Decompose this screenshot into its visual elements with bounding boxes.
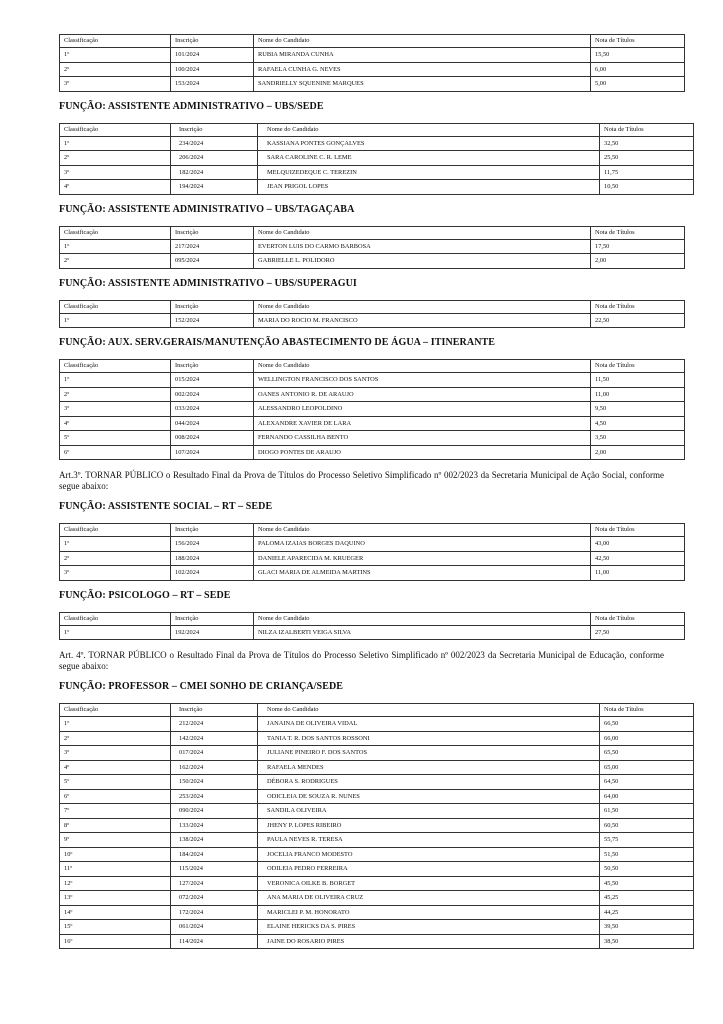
column-header: Nome do Candidato [258,704,600,717]
classification-cell: 2º [60,151,171,166]
column-header: Nota de Títulos [591,612,685,625]
results-table [59,612,685,641]
score-cell: 11,75 [600,165,694,180]
section-heading: FUNÇÃO: PSICOLOGO – RT – SEDE [59,589,231,601]
score-cell: 64,50 [600,775,694,790]
column-header: Inscrição [171,35,254,48]
candidate-name-cell: DIOGO PONTES DE ARAUJO [254,445,591,460]
score-cell: 15,50 [591,48,685,63]
table-row [60,313,685,328]
classification-cell: 14º [60,905,171,920]
candidate-name-cell: RUBIA MIRANDA CUNHA [254,48,591,63]
table-row [60,934,694,949]
column-header: Nome do Candidato [254,612,591,625]
classification-cell: 10º [60,847,171,862]
registration-cell: 212/2024 [171,717,258,732]
score-cell: 65,00 [600,760,694,775]
score-cell: 38,50 [600,934,694,949]
classification-cell: 5º [60,775,171,790]
registration-cell: 184/2024 [171,847,258,862]
registration-cell: 101/2024 [171,48,254,63]
table-row [60,717,694,732]
table-row [60,77,685,92]
registration-cell: 150/2024 [171,775,258,790]
score-cell: 27,50 [591,625,685,640]
table-row [60,387,685,402]
registration-cell: 100/2024 [171,62,254,77]
table-row [60,239,685,254]
classification-cell: 12º [60,876,171,891]
candidate-name-cell: FERNANDO CASSILHA BENTO [254,431,591,446]
classification-cell: 1º [60,625,171,640]
score-cell: 6,00 [591,62,685,77]
table-row [60,62,685,77]
candidate-name-cell: PAULA NEVES R. TERESA [258,833,600,848]
classification-cell: 4º [60,416,171,431]
score-cell: 44,25 [600,905,694,920]
candidate-name-cell: SARA CAROLINE C. R. LEME [258,151,600,166]
column-header: Inscrição [171,704,258,717]
score-cell: 4,50 [591,416,685,431]
score-cell: 45,25 [600,891,694,906]
classification-cell: 7º [60,804,171,819]
registration-cell: 153/2024 [171,77,254,92]
column-header: Nota de Títulos [591,300,685,313]
classification-cell: 6º [60,789,171,804]
section-heading: FUNÇÃO: ASSISTENTE ADMINISTRATIVO – UBS/SEDE [59,100,324,112]
section-heading: FUNÇÃO: ASSISTENTE SOCIAL – RT – SEDE [59,501,273,512]
results-table [59,359,685,460]
score-cell: 55,75 [600,833,694,848]
registration-cell: 234/2024 [171,136,258,151]
table-header-row [60,35,685,48]
table-row [60,566,685,581]
registration-cell: 172/2024 [171,905,258,920]
article-paragraph: Art. 4º. TORNAR PÚBLICO o Resultado Final da Prova de Títulos do Processo Seletivo Simplificado nº 002/2023 da Secretaria Municipal de Educação, conforme segue abaixo: [59,650,664,671]
classification-cell: 3º [60,746,171,761]
registration-cell: 002/2024 [171,387,254,402]
section-heading: FUNÇÃO: AUX. SERV.GERAIS/MANUTENÇÃO ABASTECIMENTO DE ÁGUA – ITINERANTE [59,337,496,348]
score-cell: 61,50 [600,804,694,819]
table-row [60,847,694,862]
table-row [60,416,685,431]
table-row [60,804,694,819]
table-header-row [60,524,685,537]
classification-cell: 9º [60,833,171,848]
results-table [59,34,685,92]
candidate-name-cell: JANAINA DE OLIVEIRA VIDAL [258,717,600,732]
table-row [60,833,694,848]
classification-cell: 3º [60,402,171,417]
registration-cell: 044/2024 [171,416,254,431]
table-header-row [60,612,685,625]
classification-cell: 13º [60,891,171,906]
registration-cell: 188/2024 [171,551,254,566]
candidate-name-cell: GLACI MARIA DE ALMEIDA MARTINS [254,566,591,581]
candidate-name-cell: SANDILA OLIVEIRA [258,804,600,819]
classification-cell: 2º [60,62,171,77]
column-header: Inscrição [171,612,254,625]
column-header: Inscrição [171,123,258,136]
score-cell: 5,00 [591,77,685,92]
registration-cell: 017/2024 [171,746,258,761]
score-cell: 3,50 [591,431,685,446]
table-header-row [60,123,694,136]
column-header: Nome do Candidato [254,300,591,313]
registration-cell: 152/2024 [171,313,254,328]
candidate-name-cell: JOCELIA FRANCO MODESTO [258,847,600,862]
column-header: Nome do Candidato [254,35,591,48]
table-row [60,48,685,63]
column-header: Inscrição [171,360,254,373]
candidate-name-cell: MARIA DO ROCIO M. FRANCISCO [254,313,591,328]
score-cell: 25,50 [600,151,694,166]
column-header: Classificação [60,612,171,625]
classification-cell: 2º [60,254,171,269]
registration-cell: 095/2024 [171,254,254,269]
registration-cell: 156/2024 [171,537,254,552]
classification-cell: 1º [60,717,171,732]
score-cell: 39,50 [600,920,694,935]
table-row [60,625,685,640]
table-row [60,905,694,920]
classification-cell: 1º [60,313,171,328]
score-cell: 11,00 [591,387,685,402]
column-header: Nota de Títulos [591,524,685,537]
classification-cell: 2º [60,551,171,566]
candidate-name-cell: JAINE DO ROSARIO PIRES [258,934,600,949]
table-row [60,445,685,460]
registration-cell: 061/2024 [171,920,258,935]
candidate-name-cell: NILZA IZALBERTI VEIGA SILVA [254,625,591,640]
classification-cell: 11º [60,862,171,877]
registration-cell: 194/2024 [171,180,258,195]
table-row [60,431,685,446]
column-header: Classificação [60,300,171,313]
candidate-name-cell: GABRIELLE L. POLIDORO [254,254,591,269]
candidate-name-cell: RAFAELA MENDES [258,760,600,775]
table-row [60,373,685,388]
column-header: Nota de Títulos [591,226,685,239]
score-cell: 11,00 [591,566,685,581]
candidate-name-cell: JEAN PRIGOL LOPES [258,180,600,195]
classification-cell: 1º [60,537,171,552]
registration-cell: 192/2024 [171,625,254,640]
registration-cell: 138/2024 [171,833,258,848]
registration-cell: 015/2024 [171,373,254,388]
article-paragraph: Art.3º. TORNAR PÚBLICO o Resultado Final da Prova de Títulos do Processo Seletivo Simplificado nº 002/2023 da Secretaria Municipal de Ação Social, conforme segue abaixo: [59,470,664,491]
candidate-name-cell: PALOMA IZAIAS BORGES DAQUINO [254,537,591,552]
table-row [60,180,694,195]
column-header: Nota de Títulos [591,360,685,373]
table-header-row [60,704,694,717]
results-table [59,226,685,269]
column-header: Nota de Títulos [600,123,694,136]
table-row [60,920,694,935]
registration-cell: 114/2024 [171,934,258,949]
table-row [60,876,694,891]
score-cell: 43,00 [591,537,685,552]
candidate-name-cell: ODILEIA PEDRO FERREIRA [258,862,600,877]
classification-cell: 3º [60,77,171,92]
score-cell: 50,50 [600,862,694,877]
results-table [59,300,685,329]
classification-cell: 3º [60,165,171,180]
table-row [60,537,685,552]
candidate-name-cell: OANES ANTONIO R. DE ARAUJO [254,387,591,402]
candidate-name-cell: KASSIANA PONTES GONÇALVES [258,136,600,151]
score-cell: 42,50 [591,551,685,566]
section-heading: FUNÇÃO: ASSISTENTE ADMINISTRATIVO – UBS/TAGAÇABA [59,203,355,215]
registration-cell: 253/2024 [171,789,258,804]
column-header: Classificação [60,704,171,717]
registration-cell: 115/2024 [171,862,258,877]
classification-cell: 1º [60,239,171,254]
candidate-name-cell: DANIELE APARECIDA M. KRUEGER [254,551,591,566]
classification-cell: 2º [60,731,171,746]
column-header: Inscrição [171,524,254,537]
registration-cell: 162/2024 [171,760,258,775]
column-header: Classificação [60,360,171,373]
table-row [60,891,694,906]
score-cell: 22,50 [591,313,685,328]
candidate-name-cell: ODICLEIA DE SOUZA R. NUNES [258,789,600,804]
column-header: Classificação [60,35,171,48]
candidate-name-cell: ALESSANDRO LEOPOLDINO [254,402,591,417]
results-table [59,123,694,195]
score-cell: 66,00 [600,731,694,746]
section-heading: FUNÇÃO: ASSISTENTE ADMINISTRATIVO – UBS/SUPERAGUI [59,277,357,289]
table-row [60,151,694,166]
candidate-name-cell: TANIA T. R. DOS SANTOS ROSSONI [258,731,600,746]
column-header: Nome do Candidato [254,524,591,537]
candidate-name-cell: VERONICA OILKE B. BORGET [258,876,600,891]
score-cell: 17,50 [591,239,685,254]
table-header-row [60,226,685,239]
table-row [60,402,685,417]
registration-cell: 008/2024 [171,431,254,446]
candidate-name-cell: JULIANE PINEIRO F. DOS SANTOS [258,746,600,761]
score-cell: 45,50 [600,876,694,891]
registration-cell: 090/2024 [171,804,258,819]
table-row [60,818,694,833]
score-cell: 65,50 [600,746,694,761]
column-header: Nome do Candidato [254,360,591,373]
table-row [60,254,685,269]
score-cell: 32,50 [600,136,694,151]
candidate-name-cell: DÉBORA S. RODRIGUES [258,775,600,790]
classification-cell: 6º [60,445,171,460]
column-header: Classificação [60,524,171,537]
candidate-name-cell: ANA MARIA DE OLIVEIRA CRUZ [258,891,600,906]
table-header-row [60,360,685,373]
column-header: Inscrição [171,300,254,313]
candidate-name-cell: JHENY P. LOPES RIBEIRO [258,818,600,833]
classification-cell: 1º [60,373,171,388]
score-cell: 9,50 [591,402,685,417]
registration-cell: 072/2024 [171,891,258,906]
classification-cell: 3º [60,566,171,581]
registration-cell: 217/2024 [171,239,254,254]
table-row [60,165,694,180]
registration-cell: 182/2024 [171,165,258,180]
table-row [60,760,694,775]
column-header: Nota de Títulos [591,35,685,48]
table-row [60,551,685,566]
column-header: Nota de Títulos [600,704,694,717]
score-cell: 64,00 [600,789,694,804]
candidate-name-cell: RAFAELA CUNHA G. NEVES [254,62,591,77]
classification-cell: 16º [60,934,171,949]
candidate-name-cell: MELQUIZEDEQUE C. TEREZIN [258,165,600,180]
table-row [60,746,694,761]
score-cell: 60,50 [600,818,694,833]
column-header: Classificação [60,123,171,136]
candidate-name-cell: ELAINE HERICKS DA S. PIRES [258,920,600,935]
classification-cell: 2º [60,387,171,402]
score-cell: 10,50 [600,180,694,195]
table-row [60,775,694,790]
table-row [60,136,694,151]
registration-cell: 102/2024 [171,566,254,581]
results-table [59,523,685,581]
registration-cell: 127/2024 [171,876,258,891]
table-row [60,731,694,746]
column-header: Inscrição [171,226,254,239]
document-page [59,34,664,949]
registration-cell: 033/2024 [171,402,254,417]
score-cell: 66,50 [600,717,694,732]
classification-cell: 5º [60,431,171,446]
column-header: Classificação [60,226,171,239]
section-heading: FUNÇÃO: PROFESSOR – CMEI SONHO DE CRIANÇA/SEDE [59,681,344,692]
column-header: Nome do Candidato [258,123,600,136]
candidate-name-cell: WELLINGTON FRANCISCO DOS SANTOS [254,373,591,388]
classification-cell: 8º [60,818,171,833]
candidate-name-cell: SANDRIELLY SQUENINE MARQUES [254,77,591,92]
table-row [60,862,694,877]
score-cell: 2,00 [591,254,685,269]
registration-cell: 142/2024 [171,731,258,746]
column-header: Nome do Candidato [254,226,591,239]
candidate-name-cell: MARICLEI P. M. HONORATO [258,905,600,920]
candidate-name-cell: ALEXANDRE XAVIER DE LARA [254,416,591,431]
registration-cell: 133/2024 [171,818,258,833]
table-header-row [60,300,685,313]
classification-cell: 4º [60,180,171,195]
registration-cell: 206/2024 [171,151,258,166]
score-cell: 51,50 [600,847,694,862]
score-cell: 11,50 [591,373,685,388]
classification-cell: 1º [60,48,171,63]
results-table [59,703,694,949]
registration-cell: 107/2024 [171,445,254,460]
candidate-name-cell: EVERTON LUIS DO CARMO BARBOSA [254,239,591,254]
classification-cell: 1º [60,136,171,151]
classification-cell: 4º [60,760,171,775]
classification-cell: 15º [60,920,171,935]
table-row [60,789,694,804]
score-cell: 2,00 [591,445,685,460]
